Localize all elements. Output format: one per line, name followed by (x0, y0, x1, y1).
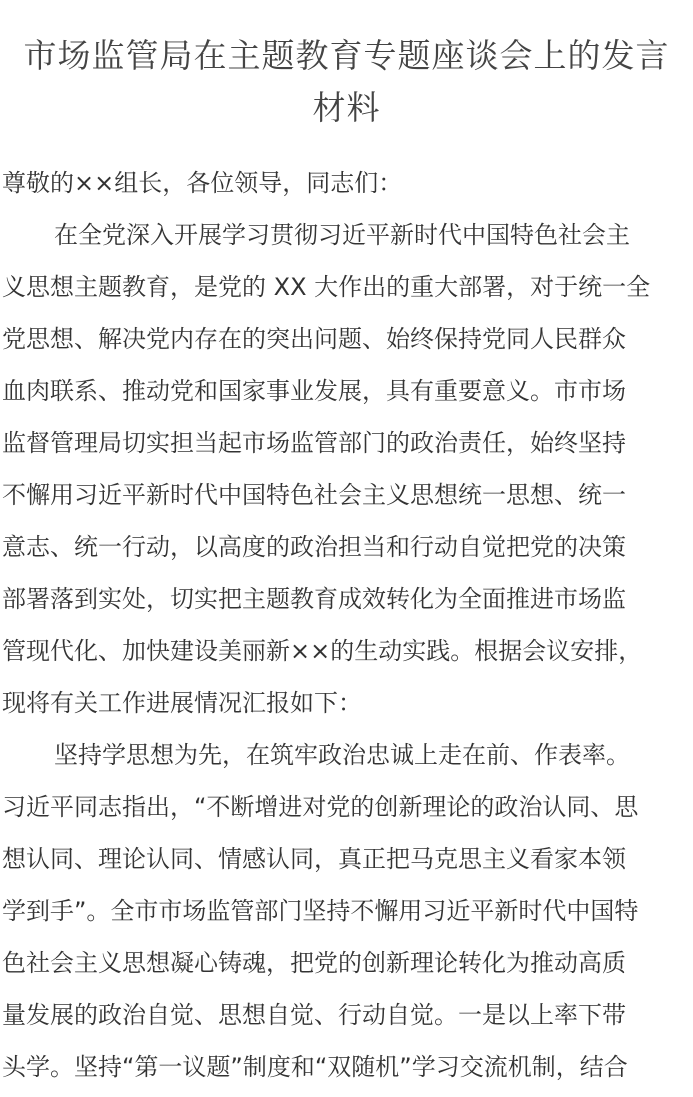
paragraph-line: 血肉联系、推动党和国家事业发展，具有重要意义。市市场 (2, 377, 626, 405)
paragraph-line: 部署落到实处，切实把主题教育成效转化为全面推进市场监 (2, 585, 626, 613)
paragraph-line: 习近平同志指出，“不断增进对党的创新理论的政治认同、思 (2, 793, 639, 821)
paragraph-line: 学到手”。全市市场监管部门坚持不懈用习近平新时代中国特 (2, 897, 639, 925)
paragraph-line: 色社会主义思想凝心铸魂，把党的创新理论转化为推动高质 (2, 949, 626, 977)
document-body (2, 157, 692, 1093)
paragraph-line: 现将有关工作进展情况汇报如下： (2, 689, 362, 717)
paragraph-1 (2, 209, 692, 729)
paragraph-line: 党思想、解决党内存在的突出问题、始终保持党同人民群众 (2, 325, 626, 353)
paragraph-2 (2, 729, 692, 1093)
title-line-2: 材料 (312, 88, 381, 127)
paragraph-line: 在全党深入开展学习贯彻习近平新时代中国特色社会主 (54, 221, 630, 249)
paragraph-line: 坚持学思想为先，在筑牢政治忠诚上走在前、作表率。 (54, 741, 630, 769)
salutation: 尊敬的××组长，各位领导，同志们： (2, 169, 403, 197)
title-line-1: 市场监管局在主题教育专题座谈会上的发言 (23, 36, 670, 75)
paragraph-line: 管现代化、加快建设美丽新××的生动实践。根据会议安排， (2, 637, 643, 665)
paragraph-line: 意志、统一行动，以高度的政治担当和行动自觉把党的决策 (2, 533, 626, 561)
document-title (0, 0, 693, 134)
paragraph-line: 不懈用习近平新时代中国特色社会主义思想统一思想、统一 (2, 481, 626, 509)
paragraph-line: 义思想主题教育，是党的 XX 大作出的重大部署，对于统一全 (2, 273, 651, 301)
paragraph-line: 头学。坚持“第一议题”制度和“双随机”学习交流机制，结合 (2, 1053, 628, 1081)
paragraph-line: 想认同、理论认同、情感认同，真正把马克思主义看家本领 (2, 845, 626, 873)
paragraph-line: 量发展的政治自觉、思想自觉、行动自觉。一是以上率下带 (2, 1001, 626, 1029)
paragraph-line: 监督管理局切实担当起市场监管部门的政治责任，始终坚持 (2, 429, 626, 457)
